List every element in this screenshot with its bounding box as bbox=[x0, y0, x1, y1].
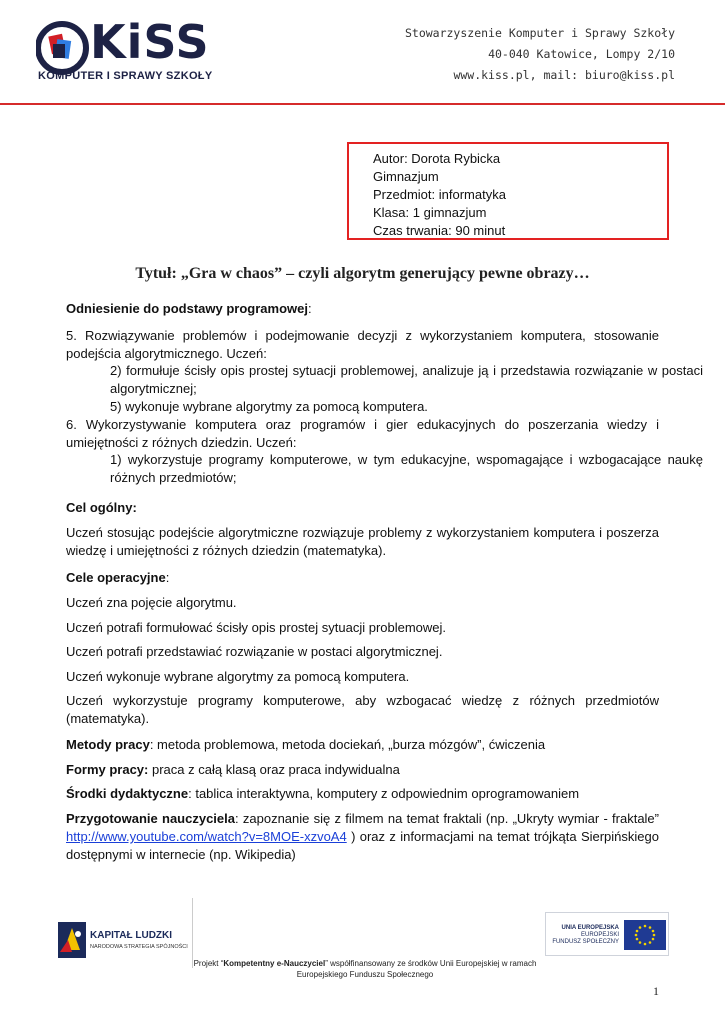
curriculum-item-5: 5. Rozwiązywanie problemów i podejmowanie decyzji z wykorzystaniem komputera, stosowanie podejścia algorytmicznego. Uczeń: bbox=[66, 328, 659, 361]
curriculum-item-6: 6. Wykorzystywanie komputera oraz programów i gier edukacyjnych do poszerzania wiedzy i umiejętności z różnych dziedzin. Uczeń: bbox=[66, 417, 659, 450]
curriculum-item-5-2: 2) formułuje ścisły opis prostej sytuacji problemowej, analizuje ją i przedstawia rozwiązanie w postaci algorytmicznej; bbox=[110, 363, 703, 396]
org-contact: www.kiss.pl, mail: biuro@kiss.pl bbox=[453, 68, 675, 82]
forms-line bbox=[66, 761, 659, 779]
eu-logo-text bbox=[549, 925, 619, 946]
preparation-label: Przygotowanie nauczyciela bbox=[66, 811, 235, 826]
methods-text: : metoda problemowa, metoda dociekań, „burza mózgów”, ćwiczenia bbox=[149, 737, 546, 752]
operational-goal-item: Uczeń zna pojęcie algorytmu. bbox=[66, 595, 237, 610]
org-address: 40-040 Katowice, Lompy 2/10 bbox=[488, 47, 675, 61]
kiss-logo-icon bbox=[36, 20, 92, 76]
author-line: Autor: Dorota Rybicka bbox=[373, 151, 501, 166]
curriculum-item-6-1: 1) wykorzystuje programy komputerowe, w tym edukacyjne, wspomagające i wzbogacające naukę różnych przedmiotów; bbox=[110, 452, 703, 485]
curriculum-heading-label: Odniesienie do podstawy programowej bbox=[66, 301, 308, 316]
kapital-ludzki-icon bbox=[58, 922, 86, 958]
logo-wordmark: KiSS bbox=[90, 15, 210, 69]
school-line: Gimnazjum bbox=[373, 169, 439, 184]
operational-goals-label: Cele operacyjne bbox=[66, 570, 166, 585]
preparation-text: : zapoznanie się z filmem na temat fraktali (np. „Ukryty wymiar - fraktale” bbox=[235, 811, 659, 826]
page-number: 1 bbox=[653, 984, 659, 998]
eu-line-2: EUROPEJSKI bbox=[580, 932, 619, 938]
kapital-ludzki-title: KAPITAŁ LUDZKI bbox=[90, 930, 173, 941]
operational-goals-heading: Cele operacyjne: bbox=[66, 570, 170, 585]
kapital-ludzki-subtitle: NARODOWA STRATEGIA SPÓJNOŚCI bbox=[90, 944, 188, 950]
resources-line bbox=[66, 785, 659, 803]
project-footer-text bbox=[190, 958, 540, 980]
resources-text: : tablica interaktywna, komputery z odpowiednim oprogramowaniem bbox=[188, 786, 580, 801]
general-goal-text: Uczeń stosując podejście algorytmiczne rozwiązuje problemy z wykorzystaniem komputera i poszerza wiedzę i umiejętności z różnych dziedzin (matematyka). bbox=[66, 525, 659, 558]
project-name: Kompetentny e-Nauczyciel bbox=[223, 959, 326, 968]
eu-line-1: UNIA EUROPEJSKA bbox=[561, 925, 619, 931]
duration-line: Czas trwania: 90 minut bbox=[373, 223, 506, 238]
kapital-ludzki-logo bbox=[58, 920, 178, 964]
curriculum-heading: Odniesienie do podstawy programowej: bbox=[66, 301, 312, 316]
forms-label: Formy pracy: bbox=[66, 762, 149, 777]
author-info-box bbox=[347, 142, 669, 240]
operational-goal-item: Uczeń wykonuje wybrane algorytmy za pomocą komputera. bbox=[66, 669, 410, 684]
org-name: Stowarzyszenie Komputer i Sprawy Szkoły bbox=[404, 26, 675, 40]
project-suffix: ” współfinansowany ze środków Unii Europejskiej w ramach Europejskiego Funduszu Społecznego bbox=[296, 959, 537, 979]
class-line: Klasa: 1 gimnazjum bbox=[373, 205, 487, 220]
curriculum-item-5-5: 5) wykonuje wybrane algorytmy za pomocą komputera. bbox=[110, 399, 428, 414]
eu-line-3: FUNDUSZ SPOŁECZNY bbox=[552, 939, 619, 945]
lesson-title: Tytuł: „Gra w chaos” – czyli algorytm generujący pewne obrazy… bbox=[135, 265, 590, 282]
methods-label: Metody pracy bbox=[66, 737, 150, 752]
preparation-text-after: ) oraz z informacjami na temat trójkąta Sierpińskiego dostępnymi w internecie (np. Wikipedia) bbox=[66, 829, 659, 862]
operational-goal-item: Uczeń potrafi formułować ścisły opis prostej sytuacji problemowej. bbox=[66, 620, 447, 635]
project-prefix: Projekt “ bbox=[193, 959, 224, 968]
header-divider bbox=[0, 103, 725, 105]
forms-text: praca z całą klasą oraz praca indywidualna bbox=[148, 762, 400, 777]
operational-goal-item: Uczeń wykorzystuje programy komputerowe, aby wzbogacać wiedzę z różnych przedmiotów (matematyka). bbox=[66, 693, 659, 726]
resources-label: Środki dydaktyczne bbox=[66, 786, 189, 801]
preparation-paragraph bbox=[66, 810, 659, 864]
general-goal-heading: Cel ogólny: bbox=[66, 500, 137, 515]
methods-line bbox=[66, 736, 659, 754]
eu-flag-icon bbox=[624, 920, 666, 950]
subject-line: Przedmiot: informatyka bbox=[373, 187, 506, 202]
operational-goal-item: Uczeń potrafi przedstawiać rozwiązanie w postaci algorytmicznej. bbox=[66, 644, 443, 659]
logo-subtitle: KOMPUTER I SPRAWY SZKOŁY bbox=[38, 70, 213, 82]
youtube-link[interactable]: http://www.youtube.com/watch?v=8MOE-xzvoA4 bbox=[66, 829, 347, 844]
